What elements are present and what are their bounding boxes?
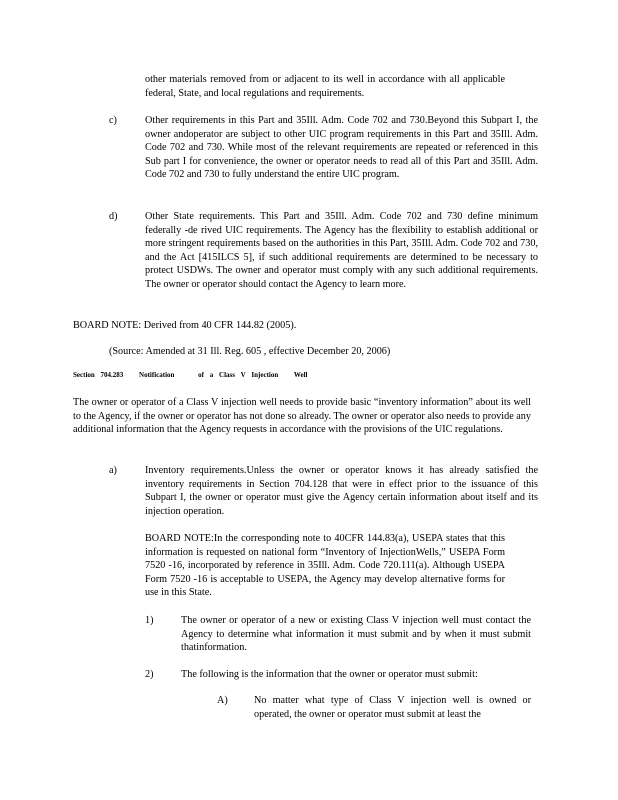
section-title-word: Well <box>293 371 308 379</box>
item-2-text: The following is the information that the owner or operator must submit: <box>181 669 478 680</box>
section-title-word: Injection <box>251 371 279 379</box>
section-word: Section <box>73 371 95 379</box>
item-a-label: a) <box>109 465 117 476</box>
item-d-label: d) <box>109 211 118 222</box>
section-heading <box>73 371 312 380</box>
item-1-text: The owner or operator of a new or existing Class V injection well must contact the Agency to determine what information it must submit and by when it must submit thatinformation. <box>181 615 531 654</box>
section-number: 704.283 <box>100 371 124 379</box>
item-2-label: 2) <box>145 669 154 680</box>
board-note-derived: BOARD NOTE: Derived from 40 CFR 144.82 (2005). <box>73 320 297 331</box>
section-title-word: Notification <box>139 371 175 379</box>
source-note: (Source: Amended at 31 Ill. Reg. 605 , effective December 20, 2006) <box>109 346 391 357</box>
item-1-label: 1) <box>145 615 154 626</box>
board-note-usepa: BOARD NOTE:In the corresponding note to 40CFR 144.83(a), USEPA states that this information is requested on national form “Inventory of InjectionWells,” USEPA Form 7520 -16, incorporated by reference in 35Ill. Adm. Code 720.111(a). Although USEPA Form 7520 -16 is acceptable to USEPA, the Agency may develop alternative forms for use in this State. <box>145 533 505 599</box>
item-A-label: A) <box>217 695 228 706</box>
item-A-text: No matter what type of Class V injection well is owned or operated, the owner or operator must submit at least the <box>254 695 531 720</box>
item-c-label: c) <box>109 115 117 126</box>
item-c-text: Other requirements in this Part and 35Ill. Adm. Code 702 and 730.Beyond this Subpart I, the owner andoperator are subject to other UIC program requirements in this Part and 35Ill. Adm. Code 702 and 730. While most of the relevant requirements are repeated or referenced in this Sub part I for convenience, the owner or operator needs to read all of this Part and 35Ill. Adm. Code 702 and 730 to fully understand the entire UIC program. <box>145 115 538 181</box>
paragraph-b-continuation: other materials removed from or adjacent to its well in accordance with all applicable federal, State, and local regulations and requirements. <box>145 74 505 99</box>
item-d-text: Other State requirements. This Part and 35Ill. Adm. Code 702 and 730 define minimum federally -de rived UIC requirements. The Agency has the flexibility to establish additional or more stringent requirements based on the authorities in this Part, 35Ill. Adm. Code 702 and 730, and the Act [415ILCS 5], if such additional requirements are determined to be necessary to protect USDWs. The owner and operator must comply with any such additional requirements. The owner or operator should contact the Agency to learn more. <box>145 211 538 290</box>
section-intro: The owner or operator of a Class V injection well needs to provide basic “inventory information” about its well to the Agency, if the owner or operator has not done so already. The owner or operator also needs to provide any additional information that the Agency requests in accordance with the provisions of the UIC regulations. <box>73 397 531 436</box>
item-a-text: Inventory requirements.Unless the owner or operator knows it has already satisfied the inventory requirements in Section 704.128 that were in effect prior to the issuance of this Subpart I, the owner or operator must give the Agency certain information about itself and its injection operation. <box>145 465 538 517</box>
section-title-word: of <box>198 371 205 379</box>
section-title-word: a <box>209 371 214 379</box>
section-title-word: Class <box>219 371 235 379</box>
section-title-word: V <box>240 371 246 379</box>
